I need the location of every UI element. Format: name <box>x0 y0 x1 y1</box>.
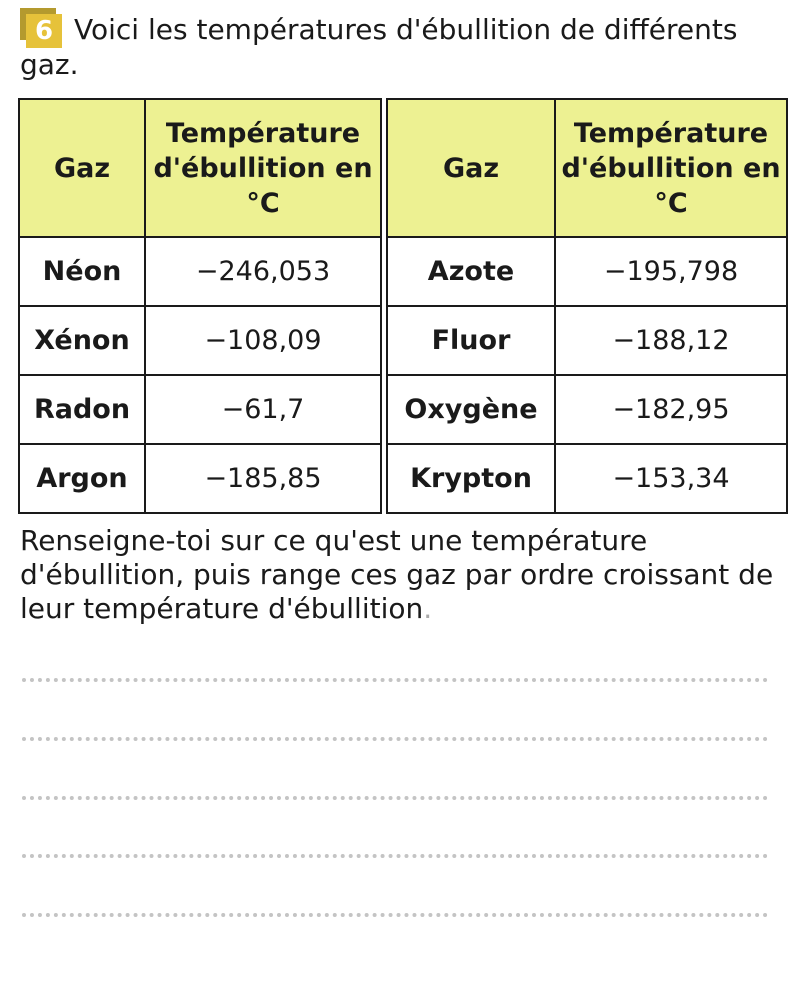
instruction-body: Renseigne-toi sur ce qu'est une température d'ébullition, puis range ces gaz par ordre croissant de leur température d'ébullition <box>20 524 774 625</box>
header-temperature: Température d'ébullition en °C <box>145 99 381 237</box>
gas-name: Argon <box>19 444 145 513</box>
gas-temperature: −246,053 <box>145 237 381 306</box>
gas-name: Radon <box>19 375 145 444</box>
exercise-number: 6 <box>26 14 62 48</box>
answer-line[interactable] <box>22 796 768 800</box>
answer-line[interactable] <box>22 678 768 682</box>
header-gas: Gaz <box>387 99 555 237</box>
gas-name: Fluor <box>387 306 555 375</box>
table-header-row <box>19 99 381 237</box>
gas-temperature: −185,85 <box>145 444 381 513</box>
instruction-text <box>20 524 790 626</box>
table-header-row <box>387 99 787 237</box>
gas-temperature: −195,798 <box>555 237 787 306</box>
answer-line[interactable] <box>22 737 768 741</box>
table-row <box>387 237 787 306</box>
table-row <box>387 306 787 375</box>
instruction-end-dot: . <box>423 592 433 625</box>
exercise-number-badge <box>20 8 64 48</box>
table-row <box>19 444 381 513</box>
gas-name: Xénon <box>19 306 145 375</box>
header-gas: Gaz <box>19 99 145 237</box>
gas-name: Néon <box>19 237 145 306</box>
exercise-header <box>20 8 790 82</box>
gas-name: Oxygène <box>387 375 555 444</box>
gas-name: Azote <box>387 237 555 306</box>
table-row <box>19 306 381 375</box>
gas-temperature: −61,7 <box>145 375 381 444</box>
gas-temperature: −182,95 <box>555 375 787 444</box>
gas-table-left <box>18 98 382 514</box>
gas-name: Krypton <box>387 444 555 513</box>
header-temperature: Température d'ébullition en °C <box>555 99 787 237</box>
answer-line[interactable] <box>22 913 768 917</box>
table-row <box>19 375 381 444</box>
exercise-title: Voici les températures d'ébullition de différents gaz. <box>20 13 738 81</box>
gas-temperature: −153,34 <box>555 444 787 513</box>
table-row <box>19 237 381 306</box>
answer-line[interactable] <box>22 854 768 858</box>
gas-temperature: −108,09 <box>145 306 381 375</box>
gas-table-right <box>386 98 788 514</box>
gas-temperature: −188,12 <box>555 306 787 375</box>
table-row <box>387 444 787 513</box>
table-row <box>387 375 787 444</box>
